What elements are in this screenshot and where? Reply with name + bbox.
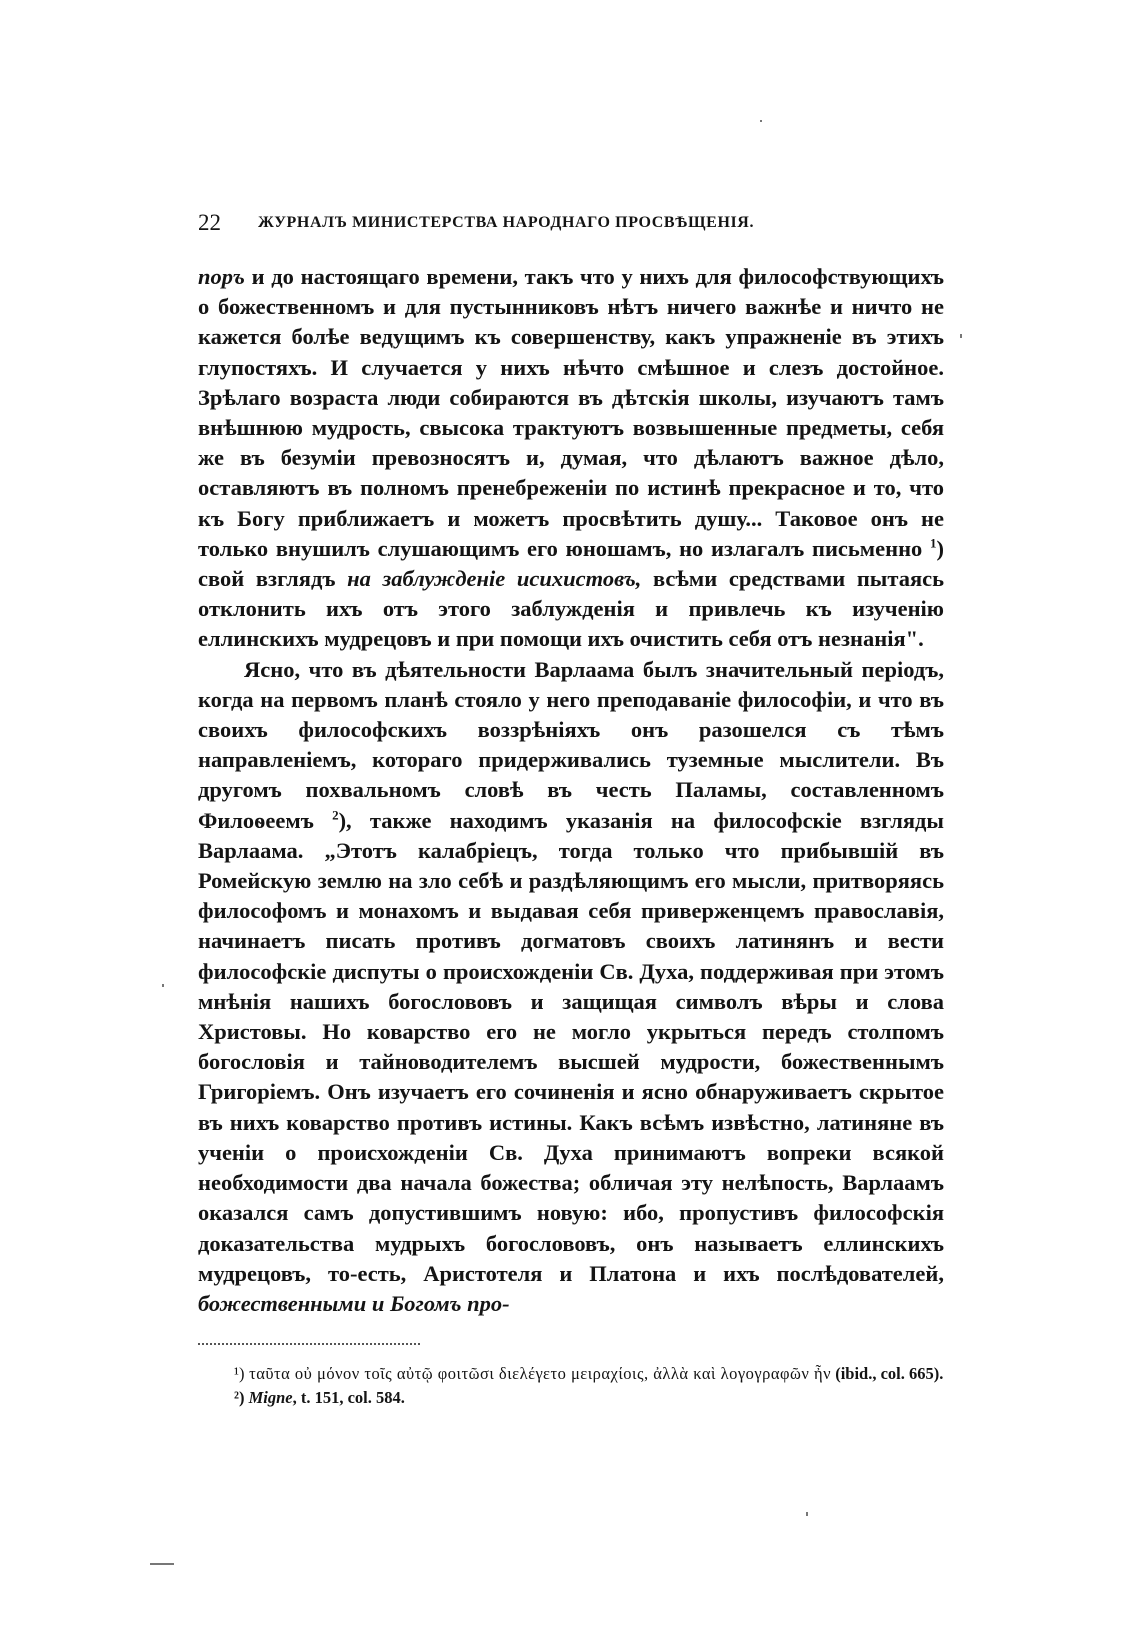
footnote-marker: ¹): [234, 1364, 245, 1383]
paragraph-2: [198, 655, 944, 1319]
source-citation: , t. 151, col. 584.: [292, 1388, 405, 1407]
scan-speck: [806, 1512, 808, 1516]
italic-phrase: на заблужденіе исихистовъ,: [335, 566, 642, 592]
running-header: [198, 210, 944, 242]
text-run: взглядъ: [255, 566, 336, 592]
scan-speck: [150, 1563, 174, 1565]
text-run: ) свой: [198, 535, 944, 592]
paragraph-1: [198, 262, 944, 655]
text-run: ), также находимъ указанія на философскіе взгляды Варлаама. „Этотъ калабріецъ, тогда только что прибывшій въ Ромейскую землю на зло себѣ и раздѣляющимъ его мысли, притворяясь философомъ и монахомъ и выдавая себя приверженцемъ православія, начинаетъ писать противъ догматовъ своихъ латинянъ и вести философскіе диспуты о происхожденіи Св. Духа, поддерживая при этомъ мнѣнія нашихъ богослововъ и защищая символъ вѣры и слова Христовы. Но коварство его не могло укрыться передъ столпомъ богословія и тайноводителемъ высшей мудрости, божественнымъ Григоріемъ. Онъ изучаетъ его сочиненія и ясно обнаруживаетъ скрытое въ нихъ коварство противъ истины. Какъ всѣмъ извѣстно, латиняне въ ученіи о происхожденіи Св. Духа принимаютъ вопреки всякой необходимости два начала божества; обличая эту нелѣпость, Варлаамъ оказался самъ допустившимъ новую: ибо, пропустивъ философскія доказательства мудрыхъ богослововъ, онъ называетъ еллинскихъ мудрецовъ, то-есть, Аристотеля и Платона и ихъ послѣдователей,: [198, 807, 944, 1286]
footnote-divider: [198, 1343, 420, 1345]
running-title: ЖУРНАЛЪ МИНИСТЕРСТВА НАРОДНАГО ПРОСВѢЩЕНІЯ.: [258, 214, 755, 231]
scan-speck: [162, 984, 164, 987]
footnote-ref-2: 2: [332, 807, 339, 823]
source-citation: (ibid., col. 665).: [831, 1364, 944, 1383]
text-run: всѣми средствами пытаясь отклонить ихъ отъ этого заблужденія и привлечь къ изученію еллинскихъ мудрецовъ и при помощи ихъ очистить себя отъ незнанія".: [198, 566, 945, 652]
footnote-1: [198, 1362, 944, 1386]
scan-speck: [960, 334, 962, 338]
text-run: Ясно, что въ дѣятельности Варлаама былъ значительный періодъ, когда на первомъ планѣ стояло у него преподаваніе философіи, и что въ своихъ философскихъ воззрѣніяхъ онъ разошелся съ тѣмъ направленіемъ, котораго придерживались туземные мыслители. Въ другомъ похвальномъ словѣ въ честь Паламы, составленномъ Филоѳеемъ: [198, 656, 944, 833]
scan-speck: [760, 120, 762, 122]
footnote-2: [198, 1386, 944, 1410]
author-name: Migne: [244, 1388, 293, 1407]
body-text: [198, 262, 944, 1319]
footnote-marker: ²): [234, 1388, 245, 1407]
italic-word: поръ: [198, 264, 245, 289]
footnotes: [198, 1362, 944, 1410]
greek-quote: ταῦτα οὐ μόνον τοῖς αὐτῷ φοιτῶσι διελέγετο μειραχίοις, ἀλλὰ καὶ λογογραφῶν ἦν: [244, 1364, 832, 1383]
italic-phrase: божественными и Богомъ про-: [198, 1290, 510, 1316]
page-number: 22: [198, 210, 221, 235]
text-run: и до настоящаго времени, такъ что у нихъ для философствующихъ о божественномъ и для пустынниковъ нѣтъ ничего важнѣе и ничто не кажется болѣе ведущимъ къ совершенству, какъ упражненіе въ этихъ глупостяхъ. И случается у нихъ нѣчто смѣшное и слезъ достойное. Зрѣлаго возраста люди собираются въ дѣтскія школы, изучаютъ тамъ внѣшнюю мудрость, свысока трактуютъ возвышенные предметы, себя же въ безуміи превозносятъ и, думая, что дѣлаютъ важное дѣло, оставляютъ въ полномъ пренебреженіи по истинѣ прекрасное и то, что къ Богу приближаетъ и можетъ просвѣтить душу... Таковое онъ не только внушилъ слушающимъ его юношамъ, но излагалъ письменно: [198, 264, 944, 561]
footnote-ref-1: 1: [930, 535, 937, 551]
